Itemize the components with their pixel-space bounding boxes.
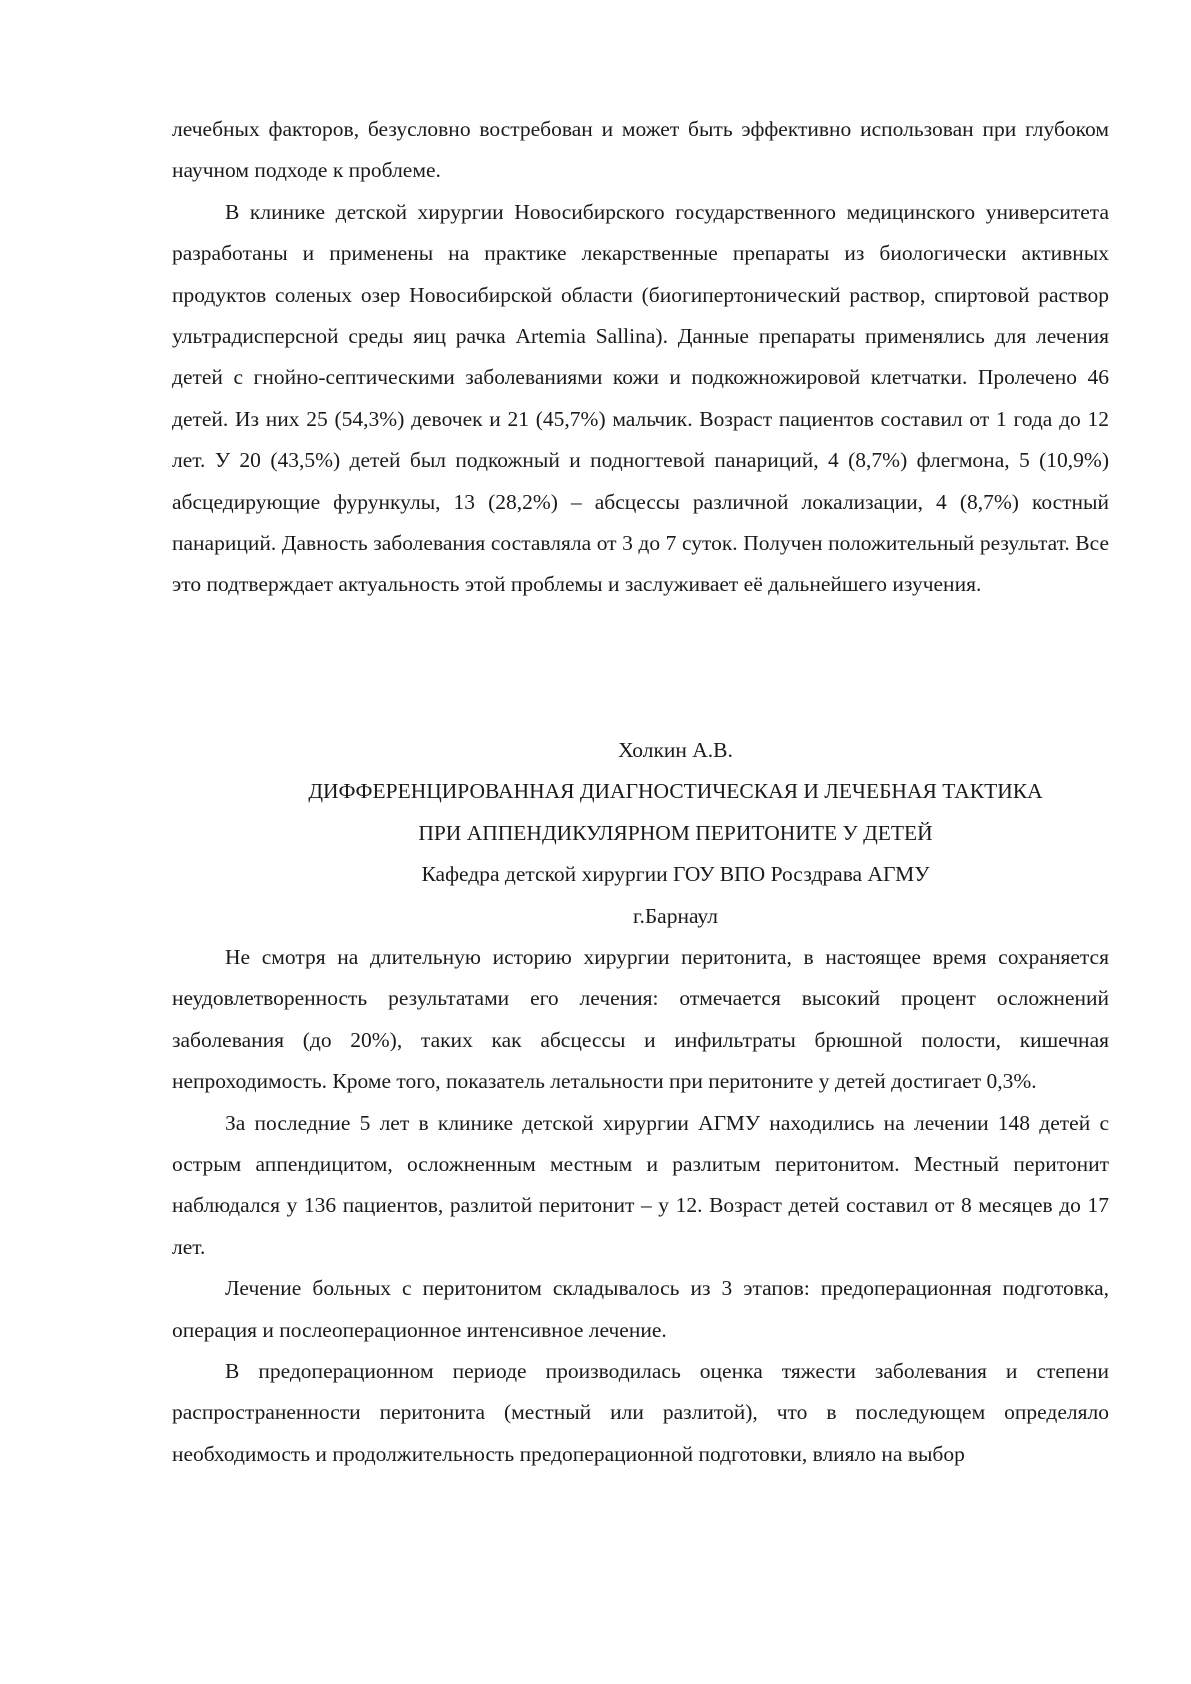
document-page [172, 109, 1109, 1475]
article-city: г.Барнаул [633, 903, 718, 928]
article-title-line-2: ПРИ АППЕНДИКУЛЯРНОМ ПЕРИТОНИТЕ У ДЕТЕЙ [418, 820, 933, 845]
article-affiliation: Кафедра детской хирургии ГОУ ВПО Росздрава АГМУ [421, 862, 930, 887]
paragraph-treatment-stages: Лечение больных с перитонитом складывалось из 3 этапов: предоперационная подготовка, операция и послеоперационное интенсивное лечение. [172, 1276, 1109, 1342]
paragraph-introduction: Не смотря на длительную историю хирургии перитонита, в настоящее время сохраняется неудовлетворенность результатами его лечения: отмечается высокий процент осложнений заболевания (до 20%), таких как абсцессы и инфильтраты брюшной полости, кишечная непроходимость. Кроме того, показатель летальности при перитоните у детей достигает 0,3%. [172, 944, 1109, 1094]
paragraph-preoperative: В предоперационном периоде производилась оценка тяжести заболевания и степени распространенности перитонита (местный или разлитой), что в последующем определяло необходимость и продолжительность предоперационной подготовки, влияло на выбор [172, 1358, 1109, 1466]
paragraph-patients: За последние 5 лет в клинике детской хирургии АГМУ находились на лечении 148 детей с острым аппендицитом, осложненным местным и разлитым перитонитом. Местный перитонит наблюдался у 136 пациентов, разлитой перитонит – у 12. Возраст детей составил от 8 месяцев до 17 лет. [172, 1110, 1109, 1259]
paragraph-novosibirsk-clinic: В клинике детской хирургии Новосибирского государственного медицинского университета разработаны и применены на практике лекарственные препараты из биологически активных продуктов соленых озер Новосибирской области (биогипертонический раствор, спиртовой раствор ультрадисперсной среды яиц рачка Artemia Sallina). Данные препараты применялись для лечения детей с гнойно-септическими заболеваниями кожи и подкожножировой клетчатки. Пролечено 46 детей. Из них 25 (54,3%) девочек и 21 (45,7%) мальчик. Возраст пациентов составил от 1 года до 12 лет. У 20 (43,5%) детей был подкожный и подногтевой панариций, 4 (8,7%) флегмона, 5 (10,9%) абсцедирующие фурункулы, 13 (28,2%) – абсцессы различной локализации, 4 (8,7%) костный панариций. Давность заболевания составляла от 3 до 7 суток. Получен положительный результат. Все это подтверждает актуальность этой проблемы и заслуживает её дальнейшего изучения. [172, 199, 1109, 597]
article-author: Холкин А.В. [618, 737, 733, 762]
article-title-line-1: ДИФФЕРЕНЦИРОВАННАЯ ДИАГНОСТИЧЕСКАЯ И ЛЕЧЕБНАЯ ТАКТИКА [308, 779, 1043, 804]
paragraph-continuation: лечебных факторов, безусловно востребован и может быть эффективно использован при глубоком научном подходе к проблеме. [172, 117, 1109, 183]
section-gap [172, 606, 1109, 730]
